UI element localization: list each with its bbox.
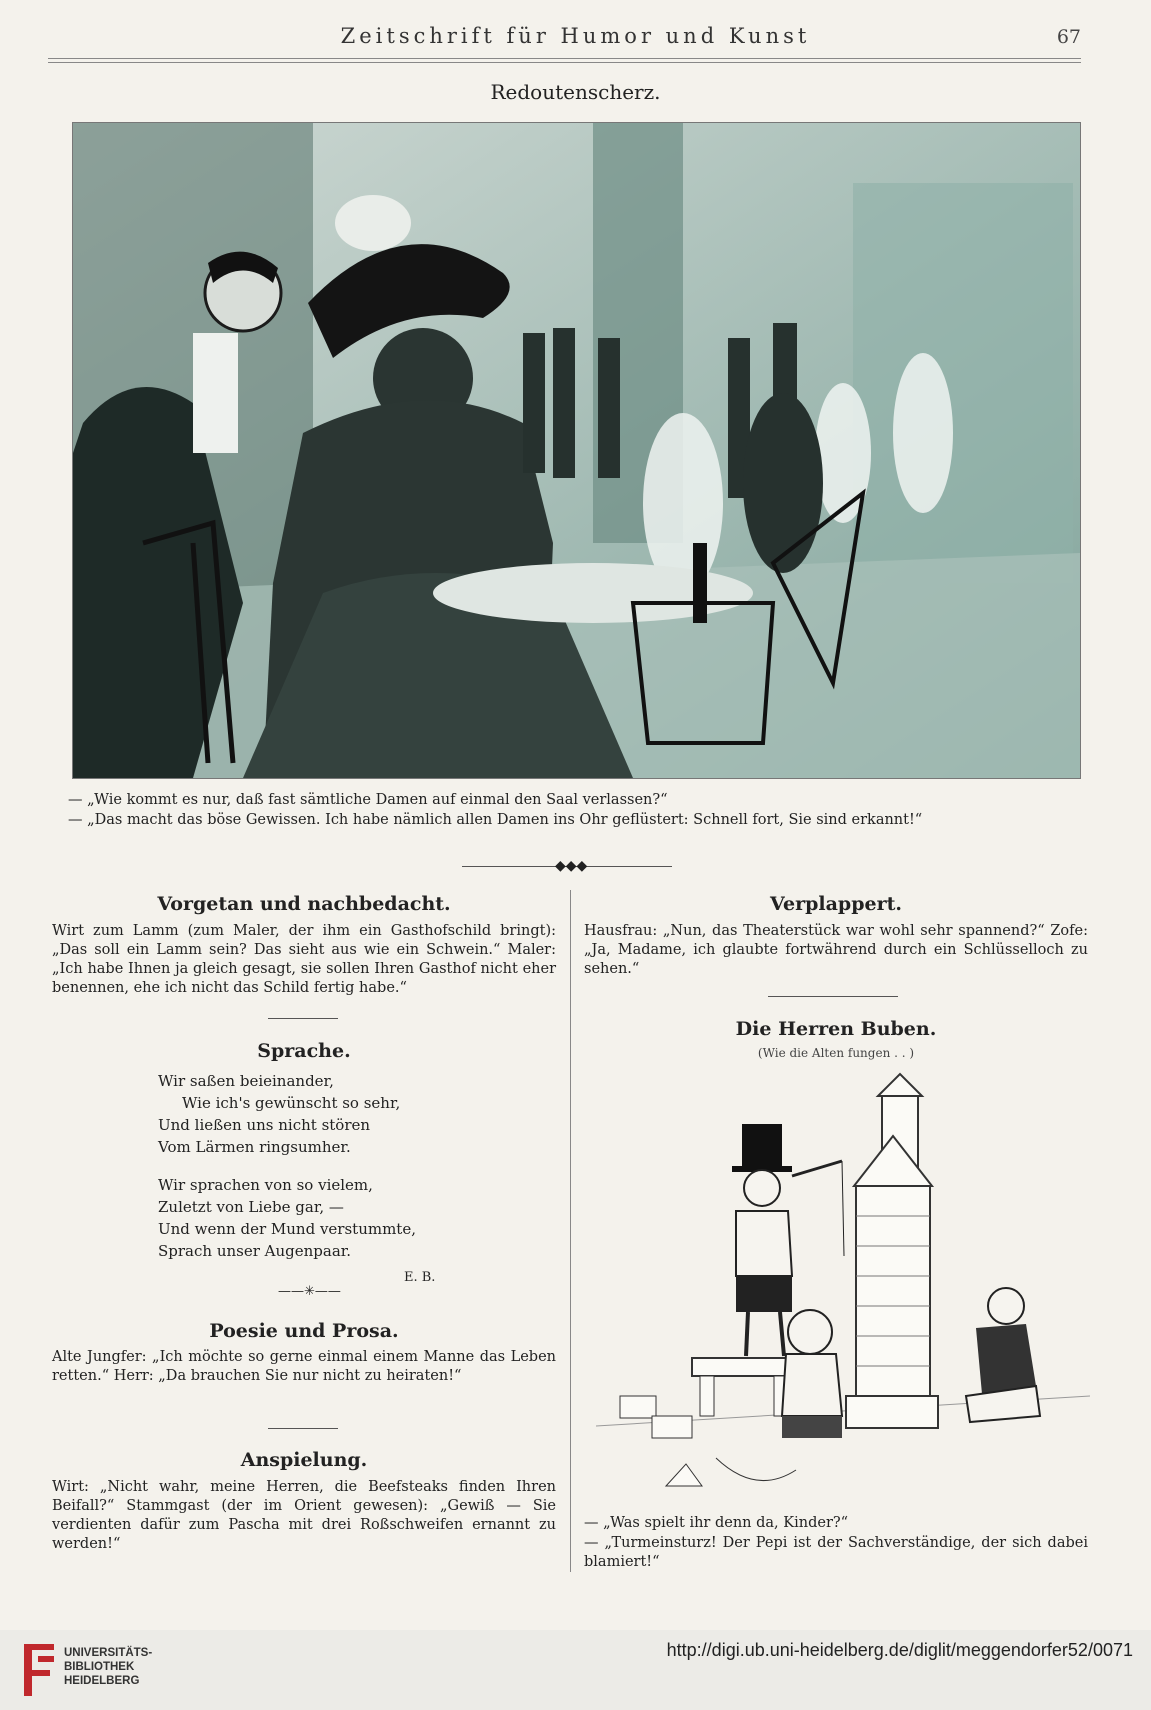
- rule-vorgetan: [268, 1018, 338, 1019]
- ballroom-illustration: [72, 122, 1081, 779]
- divider-ornament: ◆◆◆: [555, 858, 588, 874]
- heading-buben: Die Herren Buben.: [735, 1018, 937, 1040]
- text-verplappert: Hausfrau: „Nun, das Theaterstück war wohl sehr spannend?“ Zofe: „Ja, Madame, ich glaubte fortwährend durch ein Schlüsselloch zu sehen.“: [584, 923, 1088, 977]
- ballroom-illustration-svg: [73, 123, 1080, 778]
- logo-line: BIBLIOTHEK: [64, 1661, 135, 1673]
- main-title: Redoutenscherz.: [490, 80, 661, 104]
- column-rule: [570, 890, 571, 1572]
- poem-line: Und ließen uns nicht stören: [158, 1116, 371, 1134]
- heading-sprache: Sprache.: [257, 1040, 351, 1062]
- poem-stanza-1: [158, 1070, 488, 1158]
- illustration-caption-1: — „Wie kommt es nur, daß fast sämtliche Damen auf einmal den Saal verlassen?“: [68, 792, 668, 808]
- rule-poesie: [268, 1428, 338, 1429]
- logo-line: UNIVERSITÄTS-: [64, 1647, 153, 1659]
- children-tower-svg: [596, 1066, 1090, 1502]
- illustration-caption-2: — „Das macht das böse Gewissen. Ich habe nämlich allen Damen ins Ohr geflüstert: Schnell fort, Sie sind erkannt!“: [68, 812, 923, 828]
- library-logo-text: [64, 1646, 152, 1688]
- heading-vorgetan: Vorgetan und nachbedacht.: [157, 893, 451, 915]
- caption-buben-1: — „Was spielt ihr denn da, Kinder?“: [584, 1515, 849, 1531]
- header-rule: [48, 58, 1081, 59]
- children-tower-illustration: [596, 1066, 1090, 1502]
- text-anspielung: Wirt: „Nicht wahr, meine Herren, die Beefsteaks finden Ihren Beifall?“ Stammgast (der im Orient gewesen): „Gewiß — Sie verdienten dafür zum Pascha mit drei Roßschweifen ernannt zu werden!“: [52, 1479, 556, 1552]
- poem-line: Wie ich's gewünscht so sehr,: [182, 1094, 401, 1112]
- heading-poesie: Poesie und Prosa.: [209, 1320, 399, 1342]
- text-vorgetan: Wirt zum Lamm (zum Maler, der ihm ein Gasthofschild bringt): „Das soll ein Lamm sein? Das sieht aus wie ein Schwein.“ Maler: „Ich habe Ihnen ja gleich gesagt, sie sollen Ihren Gasthof nicht eher benennen, ehe ich nicht das Schild fertig habe.“: [52, 923, 556, 996]
- heading-verplappert: Verplappert.: [770, 893, 902, 915]
- subtitle-buben: (Wie die Alten fungen . . ): [757, 1046, 915, 1060]
- heading-anspielung: Anspielung.: [240, 1449, 368, 1471]
- poem-line: Wir sprachen von so vielem,: [158, 1176, 373, 1194]
- poem-signature: E. B.: [404, 1270, 436, 1285]
- poem-line: Zuletzt von Liebe gar, —: [158, 1198, 344, 1216]
- text-poesie: Alte Jungfer: „Ich möchte so gerne einmal einem Manne das Leben retten.“ Herr: „Da brauchen Sie nur nicht zu heiraten!“: [52, 1349, 556, 1384]
- header-rule-2: [48, 62, 1081, 63]
- caption-buben-2: — „Turmeinsturz! Der Pepi ist der Sachverständige, der sich dabei blamiert!“: [584, 1535, 1088, 1570]
- poem-line: Sprach unser Augenpaar.: [158, 1242, 352, 1260]
- poem-line: Und wenn der Mund verstummte,: [158, 1220, 416, 1238]
- poem-stanza-2: [158, 1174, 488, 1262]
- logo-line: HEIDELBERG: [64, 1675, 140, 1687]
- running-header-title: Zeitschrift für Humor und Kunst: [340, 24, 811, 48]
- permalink-url[interactable]: http://digi.ub.uni-heidelberg.de/diglit/meggendorfer52/0071: [666, 1640, 1133, 1660]
- poem-line: Wir saßen beieinander,: [158, 1072, 334, 1090]
- page-number: 67: [1056, 26, 1081, 48]
- rule-verplappert: [768, 996, 898, 997]
- star-ornament: ——✳——: [278, 1284, 341, 1299]
- poem-line: Vom Lärmen ringsumher.: [158, 1138, 351, 1156]
- library-logo-icon: [20, 1640, 58, 1704]
